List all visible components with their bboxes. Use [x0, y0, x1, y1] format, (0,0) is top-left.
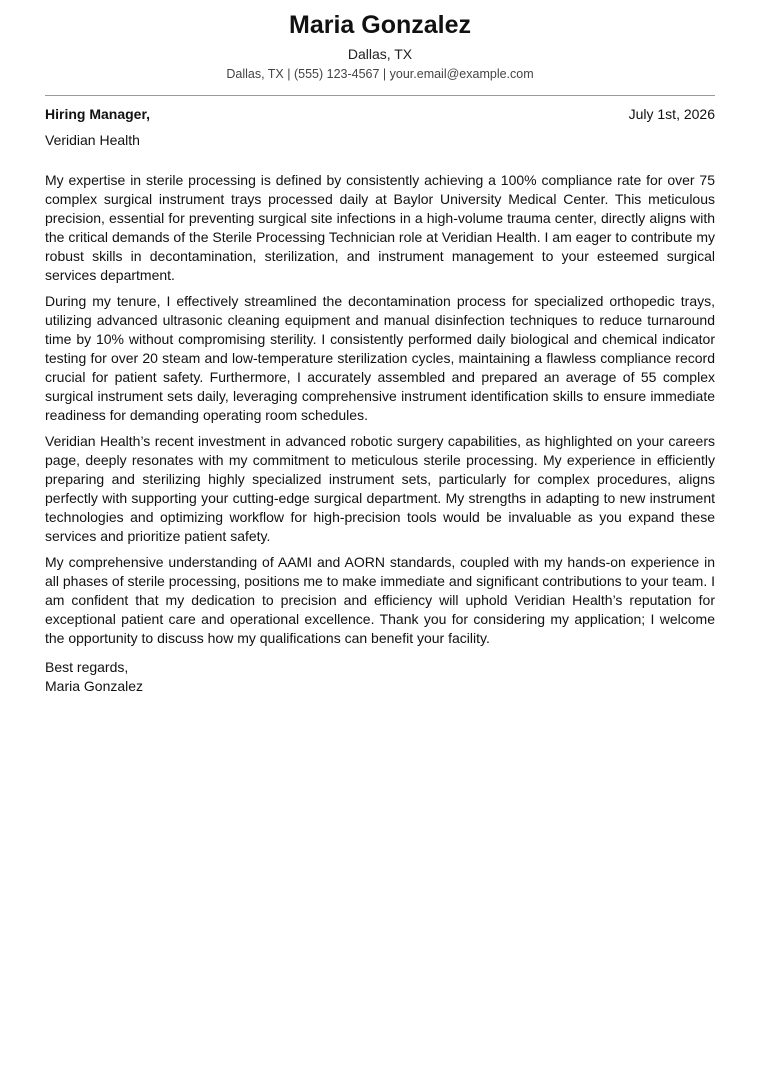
letter-body — [45, 171, 715, 648]
applicant-location: Dallas, TX — [347, 46, 413, 62]
body-paragraph-1: My expertise in sterile processing is defined by consistently achieving a 100% compliance rate for over 75 complex surgical instrument trays processed daily at Baylor University Medical Center. This meticulous precision, essential for preventing surgical site infections in a high-volume trauma center, directly aligns with the critical demands of the Sterile Processing Technician role at Veridian Health. I am eager to contribute my robust skills in decontamination, sterilization, and instrument management to your esteemed surgical services department. — [45, 172, 715, 283]
letter-header — [45, 0, 715, 82]
recipient-company: Veridian Health — [45, 132, 140, 148]
letter-date: July 1st, 2026 — [628, 106, 715, 122]
body-paragraph-2: During my tenure, I effectively streamlined the decontamination process for specialized orthopedic trays, utilizing advanced ultrasonic cleaning equipment and manual disinfection techniques to reduce turnaround time by 10% without compromising sterility. I consistently performed daily biological and chemical indicator testing for over 20 steam and low-temperature sterilization cycles, maintaining a flawless compliance record crucial for patient safety. Furthermore, I accurately assembled and prepared an average of 55 complex surgical instrument sets daily, leveraging comprehensive instrument identification skills to ensure immediate readiness for demanding operating room schedules. — [45, 293, 715, 423]
signature-name: Maria Gonzalez — [45, 678, 144, 694]
letter-closing — [45, 658, 715, 696]
body-paragraph-4: My comprehensive understanding of AAMI and AORN standards, coupled with my hands-on experience in all phases of sterile processing, positions me to make immediate and significant contributions to your team. I am confident that my dedication to precision and efficiency will uphold Veridian Health’s reputation for exceptional patient care and operational excellence. Thank you for considering my application; I welcome the opportunity to discuss how my qualifications can benefit your facility. — [45, 554, 715, 646]
applicant-contact-line: Dallas, TX | (555) 123-4567 | your.email@example.com — [226, 67, 534, 81]
header-divider — [45, 95, 715, 96]
recipient-salutation: Hiring Manager, — [45, 106, 151, 122]
closing-phrase: Best regards, — [45, 659, 129, 675]
recipient-date-row — [45, 105, 715, 123]
applicant-name: Maria Gonzalez — [289, 11, 471, 39]
body-paragraph-3: Veridian Health’s recent investment in advanced robotic surgery capabilities, as highlighted on your careers page, deeply resonates with my commitment to meticulous sterile processing. My experience in efficiently preparing and sterilizing highly specialized instrument sets, particularly for complex procedures, aligns perfectly with supporting your cutting-edge surgical department. My strengths in adapting to new instrument technologies and optimizing workflow for high-precision tools would be invaluable as you expand these services and prioritize patient safety. — [45, 433, 715, 544]
